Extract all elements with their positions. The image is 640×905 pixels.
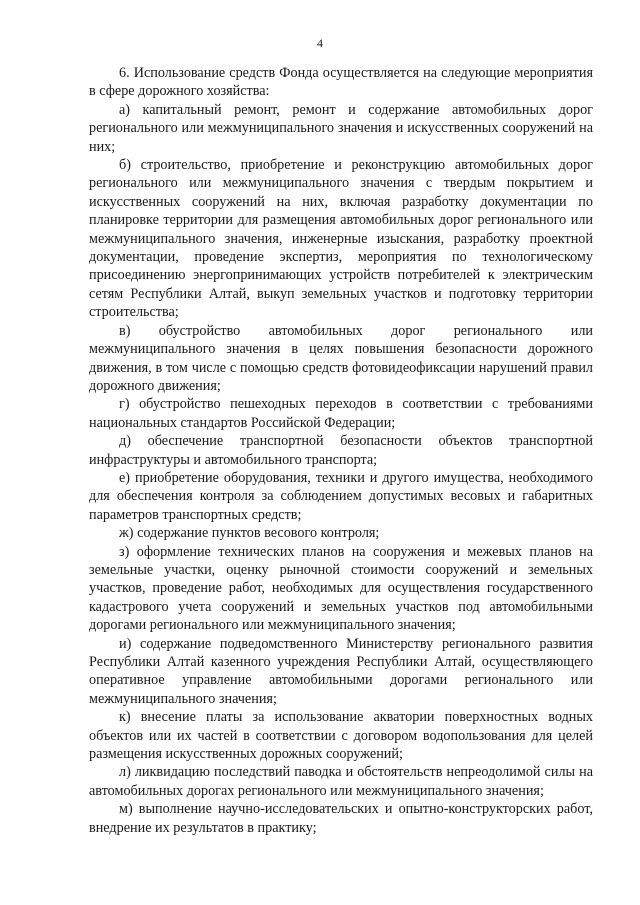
paragraph-item-d: д) обеспечение транспортной безопасности объектов транспортной инфраструктуры и автомобильного транспорта; [89, 433, 593, 468]
paragraph-item-v: в) обустройство автомобильных дорог регионального или межмуниципального значения в целях повышения безопасности дорожного движения, в том числе с помощью средств фотовидеофиксации нарушений правил дорожного движения; [89, 322, 593, 394]
paragraph-item-zh: ж) содержание пунктов весового контроля; [119, 525, 380, 542]
page-number: 4 [317, 36, 323, 50]
document-body [89, 64, 593, 837]
paragraph-item-i: и) содержание подведомственного Министерству регионального развития Республики Алтай казенного учреждения Республики Алтай, осуществляющего оперативное управление автомобильными дорогами регионального или межмуниципального значения; [89, 635, 593, 707]
paragraph-item-e: е) приобретение оборудования, техники и другого имущества, необходимого для обеспечения контроля за соблюдением допустимых весовых и габаритных параметров транспортных средств; [89, 469, 593, 523]
paragraph-intro: 6. Использование средств Фонда осуществляется на следующие мероприятия в сфере дорожного хозяйства: [89, 65, 593, 100]
paragraph-item-l: л) ликвидацию последствий паводка и обстоятельств непреодолимой силы на автомобильных дорогах регионального или межмуниципального значения; [89, 764, 593, 799]
paragraph-item-m: м) выполнение научно-исследовательских и опытно-конструкторских работ, внедрение их результатов в практику; [89, 801, 593, 836]
paragraph-item-b: б) строительство, приобретение и реконструкцию автомобильных дорог регионального или межмуниципального значения с твердым покрытием и искусственных сооружений на них, включая разработку документации по планировке территории для размещения автомобильных дорог регионального или межмуниципального значения, инженерные изыскания, разработку проектной документации, проведение экспертиз, мероприятия по технологическому присоединению энергопринимающих устройств потребителей к электрическим сетям Республики Алтай, выкуп земельных участков и подготовку территории строительства; [89, 157, 593, 321]
paragraph-item-g: г) обустройство пешеходных переходов в соответствии с требованиями национальных стандартов Российской Федерации; [89, 396, 593, 431]
paragraph-item-z: з) оформление технических планов на сооружения и межевых планов на земельные участки, оценку рыночной стоимости сооружений и земельных участков, проведение работ, необходимых для осуществления государственного кадастрового учета сооружений и земельных участков под автомобильными дорогами регионального или межмуниципального значения; [89, 543, 593, 634]
paragraph-item-k: к) внесение платы за использование акватории поверхностных водных объектов или их частей в соответствии с договором водопользования для целей размещения искусственных дорожных сооружений; [89, 709, 593, 763]
paragraph-item-a: а) капитальный ремонт, ремонт и содержание автомобильных дорог регионального или межмуниципального значения и искусственных сооружений на них; [89, 101, 593, 155]
